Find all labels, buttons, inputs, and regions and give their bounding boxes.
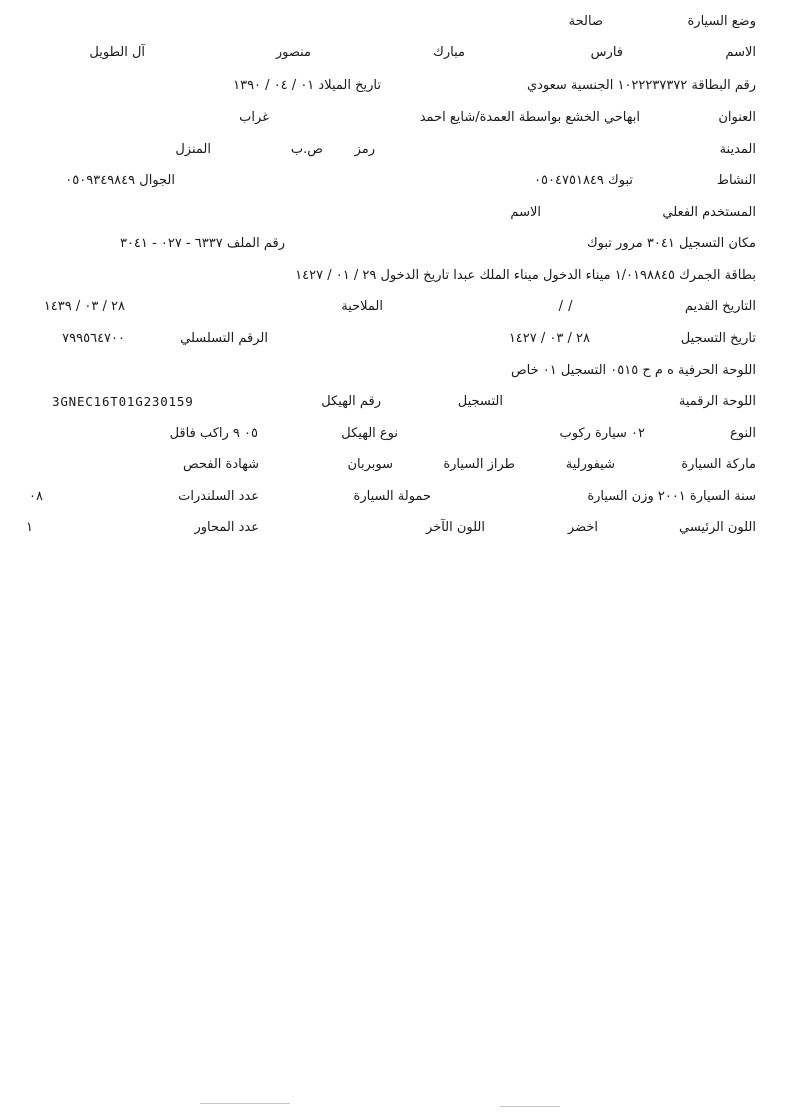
registration-date-label: تاريخ التسجيل [680,331,756,346]
city-label: المدينة [719,142,756,157]
address-label: العنوان [718,110,756,125]
axles-value: ١ [26,520,33,535]
address-extra: غراب [239,110,269,125]
cylinders-label: عدد السلندرات [178,489,259,504]
activity-value: تبوك ٠٥٠٤٧٥١٨٤٩ [534,173,633,188]
vehicle-status-value: صالحة [568,14,603,29]
inspection-cert-label: شهادة الفحص [182,457,259,472]
serial-number-label: الرقم التسلسلي [180,331,268,346]
type-label: النوع [730,426,756,441]
registration-date-value: ٢٨ / ٠٣ / ١٤٢٧ [508,331,590,346]
body-type-value: ٠٥ ٩ راكب فاقل [169,426,258,441]
navigation-label: الملاحية [341,299,383,314]
make-value: شيفورلية [565,457,615,472]
registration-label: التسجيل [457,394,503,409]
model-value: سوبربان [347,457,393,472]
name-first: فارس [590,45,623,60]
customs-card-line: بطاقة الجمرك ١/٠١٩٨٨٤٥ ميناء الدخول ميناء الملك عبدا تاريخ الدخول ٢٩ / ٠١ / ١٤٢٧ [295,268,756,283]
navigation-date: ٢٨ / ٠٣ / ١٤٣٩ [43,299,125,314]
mobile-number: الجوال ٠٥٠٩٣٤٩٨٤٩ [65,173,175,188]
other-color-label: اللون الآخر [425,520,485,535]
activity-label: النشاط [716,173,756,188]
load-label: حمولة السيارة [353,489,431,504]
zip-label: رمز [354,142,375,157]
make-label: ماركة السيارة [681,457,756,472]
serial-number-value: ٧٩٩٥٦٤٧٠٠ [62,331,125,346]
chassis-number-value: 3GNEC16T01G230159 [52,394,194,409]
address-value: ابهاحي الخشع بواسطة العمدة/شايع احمد [419,110,640,125]
po-box-label: ص.ب [290,142,323,157]
name-family: آل الطويل [89,45,145,60]
plate-letters-line: اللوحة الحرفية ه م ح ٠٥١٥ التسجيل ٠١ خاص [510,363,756,378]
body-type-label: نوع الهيكل [341,426,398,441]
scan-artifact [500,1106,560,1107]
old-date-value: / / [558,299,573,314]
main-color-label: اللون الرئيسي [679,520,756,535]
model-label: طراز السيارة [443,457,515,472]
vehicle-status-label: وضع السيارة [687,14,756,29]
file-number: رقم الملف ٦٣٣٧ - ٠٢٧ - ٣٠٤١ [119,236,285,251]
axles-label: عدد المحاور [194,520,259,535]
home-label: المنزل [175,142,211,157]
birth-date: تاريخ الميلاد ٠١ / ٠٤ / ١٣٩٠ [233,78,381,93]
old-date-label: التاريخ القديم [684,299,756,314]
name-grandfather: منصور [275,45,311,60]
main-color-value: اخضر [567,520,598,535]
name-label: الاسم [725,45,756,60]
chassis-number-label: رقم الهيكل [321,394,381,409]
actual-user-name-label: الاسم [510,205,541,220]
actual-user-label: المستخدم الفعلي [662,205,756,220]
year-weight-line: سنة السيارة ٢٠٠١ وزن السيارة [587,489,756,504]
id-card-and-nationality: رقم البطاقة ١٠٢٢٢٣٧٣٧٢ الجنسية سعودي [526,78,756,93]
plate-numbers-label: اللوحة الرقمية [678,394,756,409]
type-value: ٠٢ سيارة ركوب [559,426,645,441]
name-father: مبارك [433,45,465,60]
scan-artifact [200,1103,290,1104]
registration-place: مكان التسجيل ٣٠٤١ مرور تبوك [586,236,756,251]
cylinders-value: ٠٨ [29,489,43,504]
